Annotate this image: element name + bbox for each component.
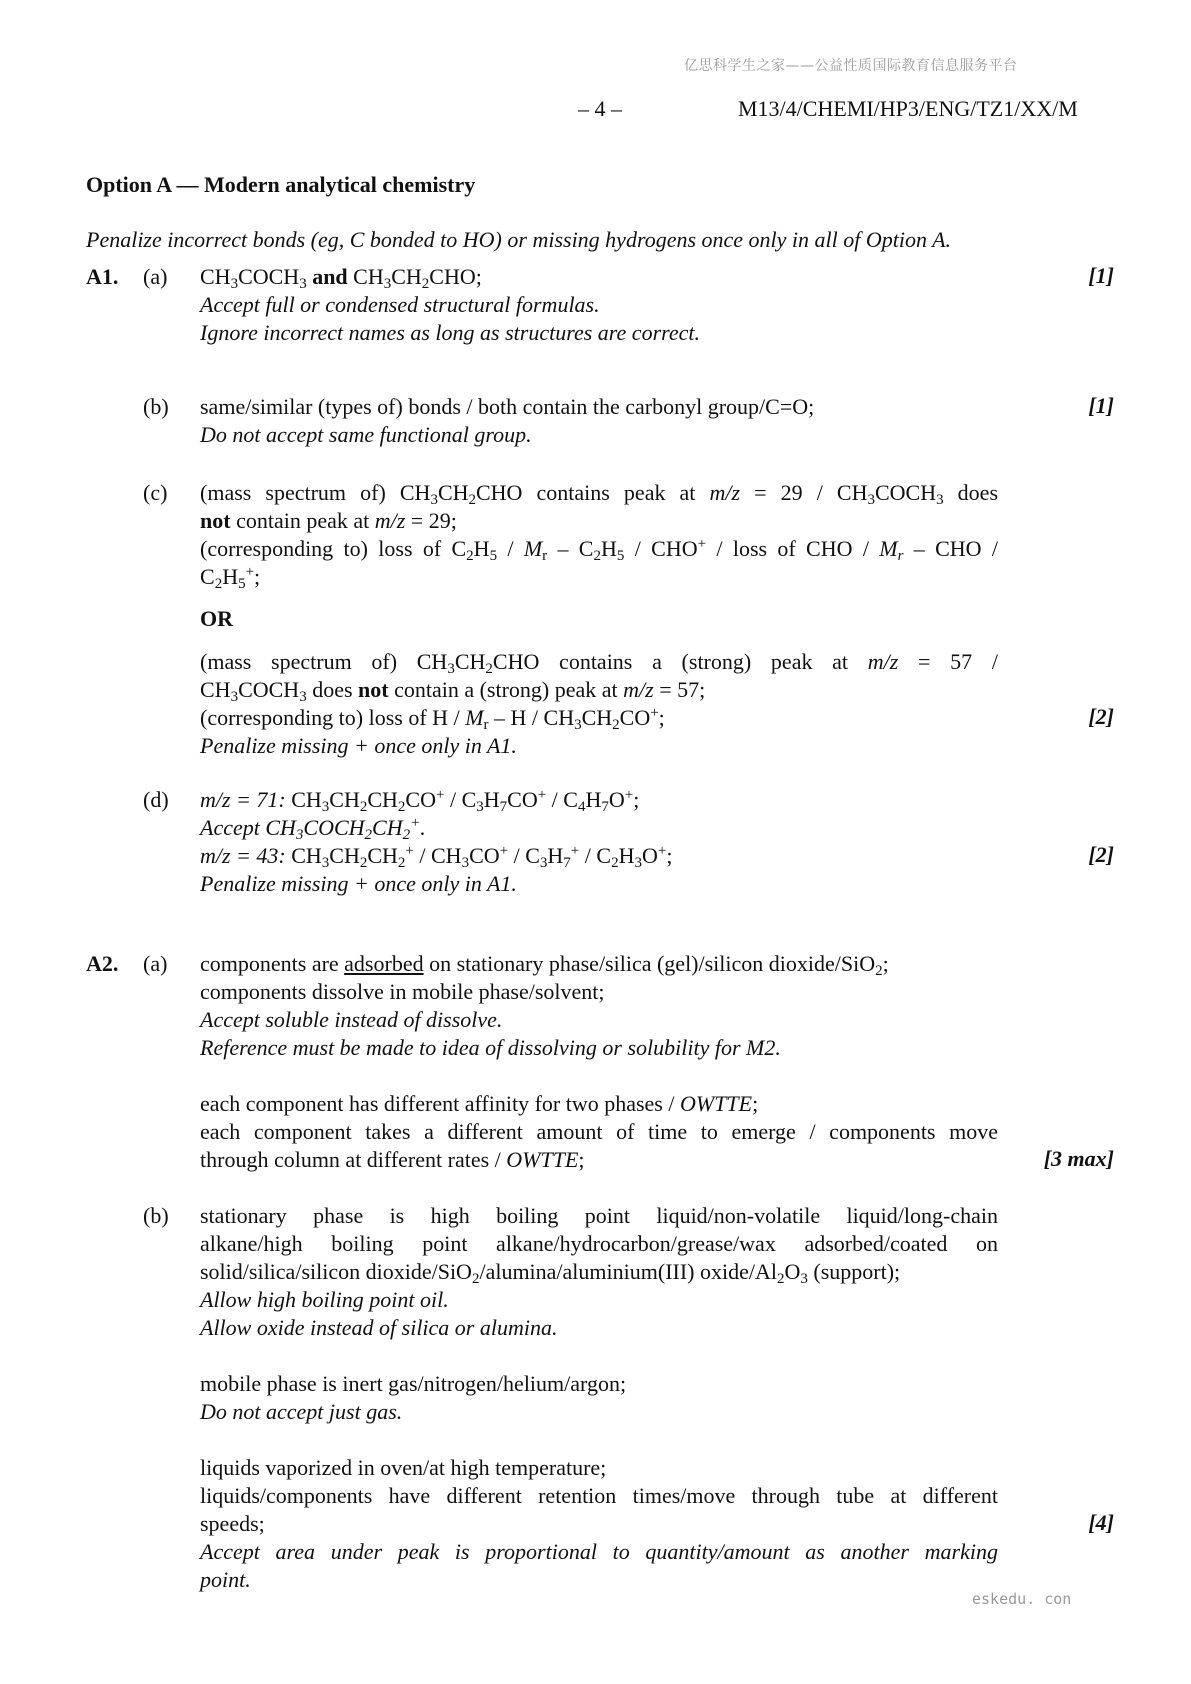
a1c-mark: [2] bbox=[1088, 704, 1114, 729]
a1-part-c-label: (c) bbox=[143, 480, 168, 505]
a1d-line1: m/z = 71: $CH_3CH_2CH_2CO^+ / C_3H_7CO^+ / C_4H_7O^+$; bbox=[200, 787, 640, 815]
a2b-note5: point. bbox=[200, 1567, 251, 1592]
a2a-line2: components dissolve in mobile phase/solvent; bbox=[200, 979, 605, 1004]
a1-part-d-label: (d) bbox=[143, 787, 169, 812]
a2-part-a-label: (a) bbox=[143, 951, 168, 976]
a1b-mark: [1] bbox=[1088, 393, 1114, 418]
a1a-and: and bbox=[312, 264, 348, 289]
a2b-line5: liquids vaporized in oven/at high temperature; bbox=[200, 1455, 607, 1480]
a2b-line7: speeds; bbox=[200, 1511, 265, 1536]
a2a-line3: each component has different affinity for two phases / OWTTE; bbox=[200, 1091, 759, 1116]
page-number: – 4 – bbox=[578, 96, 622, 121]
a1c-line6: $CH_3COCH_3$ does not contain a (strong) peak at m/z = 57; bbox=[200, 677, 706, 705]
a2-part-b-label: (b) bbox=[143, 1203, 169, 1228]
a2b-line4: mobile phase is inert gas/nitrogen/helium/argon; bbox=[200, 1371, 627, 1396]
a1a-mark: [1] bbox=[1088, 263, 1114, 288]
a1b-answer: same/similar (types of) bonds / both contain the carbonyl group/C=O; bbox=[200, 394, 815, 419]
a1c-line3: (corresponding to) loss of $C_2H_5 / M_r - C_2H_5 / CHO^+$ / loss of CHO / $M_r$ – CHO / bbox=[200, 536, 998, 564]
a1c-line7: (corresponding to) loss of H / $M_r$ – H / $CH_3CH_2CO^+$; bbox=[200, 705, 665, 733]
a1d-note2: Penalize missing + once only in A1. bbox=[200, 871, 517, 896]
a2a-note2: Reference must be made to idea of dissolving or solubility for M2. bbox=[200, 1035, 781, 1060]
a1c-line4: $C_2H_5^+$; bbox=[200, 564, 261, 592]
a2a-mark: [3 max] bbox=[1043, 1146, 1114, 1171]
a2b-line3: solid/silica/silicon dioxide/SiO$_2$/alumina/aluminium(III) oxide/$Al_2O_3$ (support); bbox=[200, 1259, 901, 1287]
a1d-mark: [2] bbox=[1088, 842, 1114, 867]
a2b-line6: liquids/components have different retention times/move through tube at different bbox=[200, 1483, 998, 1508]
a1c-note1: Penalize missing + once only in A1. bbox=[200, 733, 517, 758]
a1c-line2: not contain peak at m/z = 29; bbox=[200, 508, 457, 533]
a2b-line1: stationary phase is high boiling point liquid/non-volatile liquid/long-chain bbox=[200, 1203, 998, 1228]
a1a-note1: Accept full or condensed structural formulas. bbox=[200, 292, 600, 317]
a1d-line2: m/z = 43: $CH_3CH_2CH_2^+ / CH_3CO^+ / C_3H_7^+ / C_2H_3O^+$; bbox=[200, 843, 673, 871]
a2b-note4: Accept area under peak is proportional to quantity/amount as another marking bbox=[200, 1539, 998, 1564]
option-title: Option A — Modern analytical chemistry bbox=[86, 172, 476, 197]
a2b-line2: alkane/high boiling point alkane/hydrocarbon/grease/wax adsorbed/coated on bbox=[200, 1231, 998, 1256]
paper-code: M13/4/CHEMI/HP3/ENG/TZ1/XX/M bbox=[738, 96, 1078, 121]
question-a1-label: A1. bbox=[86, 264, 119, 289]
a2b-note3: Do not accept just gas. bbox=[200, 1399, 403, 1424]
a1d-note1: Accept $CH_3COCH_2CH_2^+$. bbox=[200, 815, 426, 843]
a1c-line1: (mass spectrum of) $CH_3CH_2CHO$ contains peak at $m/z = 29 / CH_3COCH_3$ does bbox=[200, 480, 999, 508]
question-a2-label: A2. bbox=[86, 951, 119, 976]
a2a-line4: each component takes a different amount of time to emerge / components move bbox=[200, 1119, 998, 1144]
a2a-adsorbed: adsorbed bbox=[344, 951, 424, 976]
a2a-line5: through column at different rates / OWTTE; bbox=[200, 1147, 585, 1172]
a1c-line5: (mass spectrum of) $CH_3CH_2CHO$ contains a (strong) peak at m/z = 57 / bbox=[200, 649, 998, 677]
a1c-or: OR bbox=[200, 606, 233, 631]
a1b-note1: Do not accept same functional group. bbox=[200, 422, 532, 447]
a2b-mark: [4] bbox=[1088, 1510, 1114, 1535]
a2b-note1: Allow high boiling point oil. bbox=[200, 1287, 449, 1312]
a1a-note2: Ignore incorrect names as long as structures are correct. bbox=[200, 320, 701, 345]
a1-part-a-label: (a) bbox=[143, 264, 168, 289]
a2a-line1: components are adsorbed on stationary phase/silica (gel)/silicon dioxide/SiO$_2$; bbox=[200, 951, 889, 979]
watermark-bottom: eskedu. con bbox=[972, 1590, 1072, 1608]
penalize-note: Penalize incorrect bonds (eg, C bonded to HO) or missing hydrogens once only in all of Option A. bbox=[86, 227, 952, 252]
a1-part-b-label: (b) bbox=[143, 394, 169, 419]
a2b-note2: Allow oxide instead of silica or alumina. bbox=[200, 1315, 558, 1340]
a1a-answer: $CH_3COCH_3$ and $CH_3CH_2CHO$; bbox=[200, 264, 482, 292]
watermark-top: 亿思科学生之家——公益性质国际教育信息服务平台 bbox=[684, 58, 1018, 74]
a2a-note1: Accept soluble instead of dissolve. bbox=[200, 1007, 503, 1032]
